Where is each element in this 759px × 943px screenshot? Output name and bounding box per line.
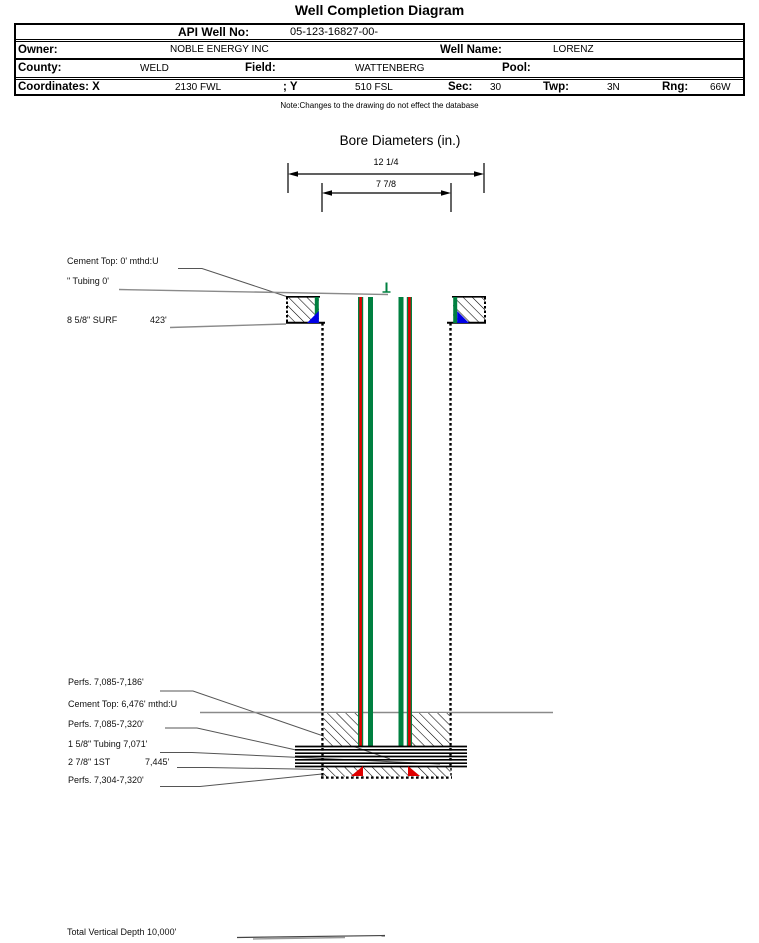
- outer-bore-dimension: [288, 163, 484, 193]
- cement-top-lower-label: Cement Top: 6,476' mthd:U: [68, 699, 178, 709]
- coordinates-x-value: 2130 FWL: [175, 81, 222, 93]
- field-value: WATTENBERG: [355, 63, 425, 74]
- tubing-lower-label: 1 5/8" Tubing 7,071': [68, 738, 148, 749]
- bore-diameters-title: Bore Diameters (in.): [339, 133, 461, 148]
- surface-cement-block-left: [286, 297, 325, 323]
- casing-lines: [368, 297, 404, 746]
- twp-value: 3N: [607, 81, 620, 93]
- rng-label: Rng:: [662, 80, 689, 93]
- cement-top-surface-label: Cement Top: 0' mthd:U: [67, 256, 159, 266]
- owner-label: Owner:: [18, 43, 58, 56]
- owner-value: NOBLE ENERGY INC: [170, 43, 269, 55]
- coordinates-label: Coordinates: X: [18, 80, 100, 93]
- dim-arrow-left-outer: [288, 171, 298, 176]
- surface-casing-depth-label: 423': [150, 315, 167, 325]
- well-name-label: Well Name:: [440, 43, 502, 56]
- pool-label: Pool:: [502, 62, 531, 74]
- database-note: Note:Changes to the drawing do not effect the database: [280, 101, 479, 110]
- perfs-mid-label: Perfs. 7,085-7,320': [68, 719, 144, 729]
- inner-bore-dimension: [322, 183, 451, 212]
- well-name-value: LORENZ: [553, 43, 594, 55]
- dim-arrow-left-inner: [322, 190, 332, 195]
- county-label: County:: [18, 62, 62, 74]
- inner-bore-diameter-label: 7 7/8: [375, 179, 397, 189]
- field-label: Field:: [245, 62, 276, 74]
- page-title: Well Completion Diagram: [294, 2, 465, 18]
- rng-value: 66W: [710, 81, 731, 93]
- perfs-lower-label: Perfs. 7,304-7,320': [68, 775, 144, 785]
- coordinates-y-label: ; Y: [283, 80, 298, 93]
- perfs-upper-label: Perfs. 7,085-7,186': [68, 677, 144, 687]
- tubing-top-tick: [383, 283, 391, 293]
- county-value: WELD: [140, 63, 169, 74]
- api-label: API Well No:: [178, 25, 250, 39]
- dim-arrow-right-outer: [474, 171, 484, 176]
- casing-first-depth-label: 7,445': [145, 756, 170, 767]
- surface-cement-block-right: [447, 297, 486, 323]
- twp-label: Twp:: [543, 80, 569, 93]
- borehole-walls: [321, 323, 452, 778]
- casing-first-label: 2 7/8" 1ST: [68, 756, 111, 767]
- dim-arrow-right-inner: [441, 190, 451, 195]
- sec-value: 30: [490, 81, 502, 93]
- sec-label: Sec:: [448, 80, 473, 93]
- callout-leader-lines: [119, 269, 553, 940]
- coordinates-y-value: 510 FSL: [355, 81, 393, 93]
- surface-casing-label: 8 5/8" SURF: [67, 315, 118, 325]
- outer-bore-diameter-label: 12 1/4: [373, 157, 399, 167]
- api-value: 05-123-16827-00-: [290, 26, 379, 38]
- perforation-lines: [295, 747, 467, 767]
- tubing-surface-label: " Tubing 0': [67, 276, 109, 286]
- total-vertical-depth-label: Total Vertical Depth 10,000': [67, 927, 177, 937]
- tubing-lines: [358, 297, 412, 746]
